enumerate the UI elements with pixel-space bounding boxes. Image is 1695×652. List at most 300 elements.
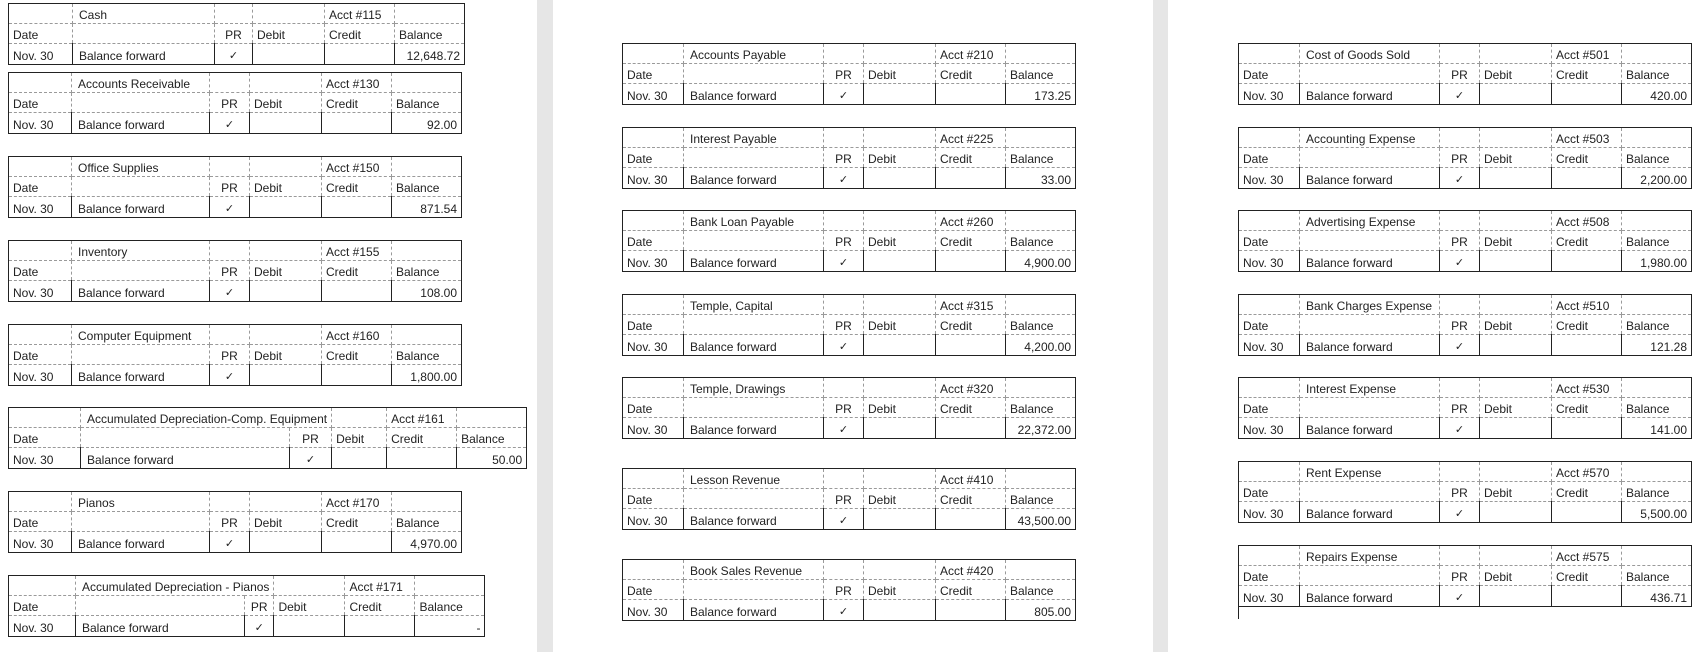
account-number[interactable]: Acct #530	[1552, 378, 1622, 398]
account-name[interactable]: Computer Equipment	[72, 325, 210, 345]
entry-description[interactable]: Balance forward	[684, 251, 824, 272]
entry-balance[interactable]: 5,500.00	[1622, 502, 1692, 523]
col-header-credit[interactable]: Credit	[387, 428, 457, 448]
ledger-cell[interactable]	[1239, 128, 1300, 148]
col-header-debit[interactable]: Debit	[864, 64, 936, 84]
entry-description[interactable]: Balance forward	[72, 532, 210, 553]
ledger-cell[interactable]	[1006, 295, 1076, 315]
col-header-pr[interactable]: PR	[824, 580, 864, 600]
ledger-cell[interactable]	[684, 231, 824, 251]
entry-date[interactable]: Nov. 30	[9, 365, 72, 386]
ledger-cell[interactable]	[72, 512, 210, 532]
entry-description[interactable]: Balance forward	[684, 509, 824, 530]
col-header-debit[interactable]: Debit	[250, 177, 322, 197]
entry-date[interactable]: Nov. 30	[9, 197, 72, 218]
account-number[interactable]: Acct #410	[936, 469, 1006, 489]
entry-date[interactable]: Nov. 30	[9, 44, 73, 65]
col-header-balance[interactable]: Balance	[1622, 315, 1692, 335]
ledger-cell[interactable]	[250, 492, 322, 512]
entry-credit[interactable]	[936, 600, 1006, 621]
ledger-cell[interactable]	[210, 73, 250, 93]
entry-description[interactable]: Balance forward	[72, 281, 210, 302]
ledger-cell[interactable]	[684, 398, 824, 418]
entry-balance[interactable]: 50.00	[457, 448, 527, 469]
ledger-cell[interactable]	[824, 128, 864, 148]
ledger-cell[interactable]	[415, 576, 485, 596]
account-number[interactable]: Acct #161	[387, 408, 457, 428]
ledger-cell[interactable]	[9, 157, 72, 177]
col-header-balance[interactable]: Balance	[392, 93, 462, 113]
account-name[interactable]: Bank Loan Payable	[684, 211, 824, 231]
entry-pr[interactable]	[1440, 586, 1480, 607]
entry-description[interactable]: Balance forward	[72, 113, 210, 134]
ledger-cell[interactable]	[684, 489, 824, 509]
entry-pr[interactable]	[824, 418, 864, 439]
entry-debit[interactable]	[250, 281, 322, 302]
entry-debit[interactable]	[1480, 168, 1552, 189]
entry-credit[interactable]	[936, 84, 1006, 105]
col-header-pr[interactable]: PR	[215, 24, 253, 44]
col-header-pr[interactable]: PR	[1440, 398, 1480, 418]
ledger-cell[interactable]	[1239, 295, 1300, 315]
col-header-pr[interactable]: PR	[824, 231, 864, 251]
ledger-cell[interactable]	[1480, 44, 1552, 64]
entry-debit[interactable]	[1480, 335, 1552, 356]
ledger-cell[interactable]	[623, 128, 684, 148]
ledger-cell[interactable]	[864, 128, 936, 148]
entry-debit[interactable]	[1480, 251, 1552, 272]
entry-description[interactable]: Balance forward	[684, 418, 824, 439]
col-header-debit[interactable]: Debit	[864, 398, 936, 418]
col-header-balance[interactable]: Balance	[415, 596, 485, 616]
col-header-date[interactable]: Date	[1239, 315, 1300, 335]
entry-description[interactable]: Balance forward	[1300, 168, 1440, 189]
entry-date[interactable]: Nov. 30	[623, 84, 684, 105]
col-header-credit[interactable]: Credit	[936, 580, 1006, 600]
col-header-balance[interactable]: Balance	[392, 512, 462, 532]
col-header-balance[interactable]: Balance	[1622, 566, 1692, 586]
col-header-credit[interactable]: Credit	[322, 512, 392, 532]
col-header-debit[interactable]: Debit	[864, 580, 936, 600]
col-header-date[interactable]: Date	[1239, 566, 1300, 586]
ledger-cell[interactable]	[1300, 231, 1440, 251]
account-name[interactable]: Accounts Receivable	[72, 73, 210, 93]
entry-pr[interactable]	[215, 44, 253, 65]
entry-description[interactable]: Balance forward	[684, 335, 824, 356]
entry-description[interactable]: Balance forward	[1300, 84, 1440, 105]
entry-debit[interactable]	[250, 113, 322, 134]
col-header-credit[interactable]: Credit	[325, 24, 395, 44]
ledger-cell[interactable]	[250, 73, 322, 93]
entry-credit[interactable]	[322, 365, 392, 386]
ledger-cell[interactable]	[1622, 128, 1692, 148]
col-header-pr[interactable]: PR	[824, 315, 864, 335]
ledger-cell[interactable]	[392, 241, 462, 261]
entry-description[interactable]: Balance forward	[72, 197, 210, 218]
ledger-cell[interactable]	[864, 469, 936, 489]
ledger-cell[interactable]	[1006, 378, 1076, 398]
ledger-cell[interactable]	[250, 325, 322, 345]
entry-pr[interactable]	[210, 365, 250, 386]
col-header-debit[interactable]: Debit	[250, 93, 322, 113]
ledger-cell[interactable]	[864, 295, 936, 315]
entry-pr[interactable]	[1440, 251, 1480, 272]
ledger-cell[interactable]	[623, 211, 684, 231]
account-name[interactable]: Book Sales Revenue	[684, 560, 824, 580]
entry-date[interactable]: Nov. 30	[623, 509, 684, 530]
ledger-cell[interactable]	[1480, 128, 1552, 148]
ledger-cell[interactable]	[1006, 211, 1076, 231]
ledger-cell[interactable]	[1239, 211, 1300, 231]
col-header-balance[interactable]: Balance	[457, 428, 527, 448]
ledger-cell[interactable]	[1006, 128, 1076, 148]
account-name[interactable]: Cost of Goods Sold	[1300, 44, 1440, 64]
ledger-cell[interactable]	[250, 241, 322, 261]
col-header-date[interactable]: Date	[9, 177, 72, 197]
entry-description[interactable]: Balance forward	[76, 616, 245, 637]
entry-credit[interactable]	[322, 281, 392, 302]
col-header-debit[interactable]: Debit	[332, 428, 387, 448]
entry-date[interactable]: Nov. 30	[623, 168, 684, 189]
entry-pr[interactable]	[210, 532, 250, 553]
ledger-cell[interactable]	[9, 408, 81, 428]
ledger-cell[interactable]	[1300, 315, 1440, 335]
ledger-cell[interactable]	[1622, 295, 1692, 315]
col-header-pr[interactable]: PR	[210, 261, 250, 281]
col-header-pr[interactable]: PR	[824, 398, 864, 418]
ledger-cell[interactable]	[623, 44, 684, 64]
entry-balance[interactable]: 1,800.00	[392, 365, 462, 386]
entry-debit[interactable]	[864, 168, 936, 189]
account-name[interactable]: Pianos	[72, 492, 210, 512]
account-number[interactable]: Acct #210	[936, 44, 1006, 64]
ledger-cell[interactable]	[623, 469, 684, 489]
col-header-pr[interactable]: PR	[210, 345, 250, 365]
ledger-cell[interactable]	[623, 295, 684, 315]
col-header-credit[interactable]: Credit	[936, 64, 1006, 84]
entry-debit[interactable]	[332, 448, 387, 469]
account-name[interactable]: Temple, Drawings	[684, 378, 824, 398]
col-header-date[interactable]: Date	[9, 93, 72, 113]
entry-balance[interactable]: 121.28	[1622, 335, 1692, 356]
ledger-cell[interactable]	[210, 241, 250, 261]
col-header-credit[interactable]: Credit	[322, 261, 392, 281]
ledger-cell[interactable]	[1440, 462, 1480, 482]
col-header-pr[interactable]: PR	[289, 428, 331, 448]
ledger-cell[interactable]	[72, 345, 210, 365]
ledger-cell[interactable]	[1480, 295, 1552, 315]
entry-date[interactable]: Nov. 30	[1239, 335, 1300, 356]
entry-debit[interactable]	[864, 509, 936, 530]
account-name[interactable]: Inventory	[72, 241, 210, 261]
entry-date[interactable]: Nov. 30	[9, 113, 72, 134]
entry-pr[interactable]	[824, 335, 864, 356]
col-header-balance[interactable]: Balance	[1622, 64, 1692, 84]
entry-pr[interactable]	[1440, 418, 1480, 439]
ledger-cell[interactable]	[824, 378, 864, 398]
col-header-balance[interactable]: Balance	[1622, 148, 1692, 168]
col-header-pr[interactable]: PR	[824, 64, 864, 84]
col-header-date[interactable]: Date	[9, 24, 73, 44]
account-number[interactable]: Acct #170	[322, 492, 392, 512]
entry-description[interactable]: Balance forward	[684, 600, 824, 621]
entry-pr[interactable]	[1440, 168, 1480, 189]
ledger-cell[interactable]	[1480, 546, 1552, 566]
account-number[interactable]: Acct #260	[936, 211, 1006, 231]
entry-balance[interactable]: 108.00	[392, 281, 462, 302]
ledger-cell[interactable]	[1622, 546, 1692, 566]
ledger-cell[interactable]	[1480, 462, 1552, 482]
entry-description[interactable]: Balance forward	[1300, 502, 1440, 523]
entry-balance[interactable]: 1,980.00	[1622, 251, 1692, 272]
entry-balance[interactable]: 4,900.00	[1006, 251, 1076, 272]
entry-credit[interactable]	[936, 509, 1006, 530]
col-header-debit[interactable]: Debit	[864, 315, 936, 335]
ledger-cell[interactable]	[824, 469, 864, 489]
col-header-credit[interactable]: Credit	[1552, 231, 1622, 251]
ledger-cell[interactable]	[457, 408, 527, 428]
ledger-cell[interactable]	[864, 44, 936, 64]
entry-credit[interactable]	[1552, 586, 1622, 607]
account-name[interactable]: Accounting Expense	[1300, 128, 1440, 148]
col-header-credit[interactable]: Credit	[1552, 64, 1622, 84]
col-header-date[interactable]: Date	[623, 148, 684, 168]
col-header-balance[interactable]: Balance	[1006, 231, 1076, 251]
entry-debit[interactable]	[1480, 586, 1552, 607]
col-header-credit[interactable]: Credit	[1552, 566, 1622, 586]
ledger-cell[interactable]	[1480, 378, 1552, 398]
account-number[interactable]: Acct #570	[1552, 462, 1622, 482]
col-header-debit[interactable]: Debit	[1480, 315, 1552, 335]
account-number[interactable]: Acct #130	[322, 73, 392, 93]
col-header-pr[interactable]: PR	[1440, 482, 1480, 502]
ledger-cell[interactable]	[1440, 295, 1480, 315]
col-header-pr[interactable]: PR	[1440, 566, 1480, 586]
account-name[interactable]: Accounts Payable	[684, 44, 824, 64]
entry-balance[interactable]: 436.71	[1622, 586, 1692, 607]
col-header-balance[interactable]: Balance	[1006, 315, 1076, 335]
account-number[interactable]: Acct #508	[1552, 211, 1622, 231]
col-header-pr[interactable]: PR	[1440, 148, 1480, 168]
ledger-cell[interactable]	[1440, 44, 1480, 64]
col-header-debit[interactable]: Debit	[1480, 398, 1552, 418]
entry-debit[interactable]	[1480, 502, 1552, 523]
col-header-date[interactable]: Date	[623, 315, 684, 335]
ledger-cell[interactable]	[824, 560, 864, 580]
entry-date[interactable]: Nov. 30	[1239, 418, 1300, 439]
entry-debit[interactable]	[250, 365, 322, 386]
ledger-cell[interactable]	[684, 148, 824, 168]
ledger-cell[interactable]	[210, 157, 250, 177]
entry-pr[interactable]	[245, 616, 274, 637]
entry-debit[interactable]	[250, 532, 322, 553]
entry-date[interactable]: Nov. 30	[9, 281, 72, 302]
entry-credit[interactable]	[387, 448, 457, 469]
entry-credit[interactable]	[1552, 502, 1622, 523]
ledger-cell[interactable]	[684, 315, 824, 335]
entry-date[interactable]: Nov. 30	[1239, 586, 1300, 607]
ledger-cell[interactable]	[1300, 482, 1440, 502]
col-header-balance[interactable]: Balance	[1006, 398, 1076, 418]
ledger-cell[interactable]	[1300, 64, 1440, 84]
ledger-cell[interactable]	[1440, 128, 1480, 148]
col-header-balance[interactable]: Balance	[1006, 148, 1076, 168]
ledger-cell[interactable]	[1006, 560, 1076, 580]
ledger-cell[interactable]	[392, 325, 462, 345]
col-header-date[interactable]: Date	[1239, 398, 1300, 418]
account-number[interactable]: Acct #171	[345, 576, 415, 596]
col-header-credit[interactable]: Credit	[1552, 482, 1622, 502]
entry-credit[interactable]	[936, 251, 1006, 272]
col-header-balance[interactable]: Balance	[1622, 398, 1692, 418]
entry-debit[interactable]	[864, 251, 936, 272]
col-header-debit[interactable]: Debit	[1480, 64, 1552, 84]
entry-pr[interactable]	[210, 281, 250, 302]
ledger-cell[interactable]	[1622, 44, 1692, 64]
entry-date[interactable]: Nov. 30	[1239, 502, 1300, 523]
entry-balance[interactable]: 173.25	[1006, 84, 1076, 105]
entry-debit[interactable]	[864, 418, 936, 439]
col-header-credit[interactable]: Credit	[1552, 398, 1622, 418]
ledger-cell[interactable]	[392, 73, 462, 93]
col-header-pr[interactable]: PR	[824, 148, 864, 168]
ledger-cell[interactable]	[253, 4, 325, 24]
entry-description[interactable]: Balance forward	[1300, 251, 1440, 272]
account-number[interactable]: Acct #575	[1552, 546, 1622, 566]
account-number[interactable]: Acct #510	[1552, 295, 1622, 315]
ledger-cell[interactable]	[274, 576, 345, 596]
col-header-debit[interactable]: Debit	[1480, 231, 1552, 251]
entry-balance[interactable]: 2,200.00	[1622, 168, 1692, 189]
ledger-cell[interactable]	[76, 596, 245, 616]
account-name[interactable]: Advertising Expense	[1300, 211, 1440, 231]
entry-description[interactable]: Balance forward	[1300, 586, 1440, 607]
entry-pr[interactable]	[824, 509, 864, 530]
col-header-date[interactable]: Date	[623, 398, 684, 418]
col-header-credit[interactable]: Credit	[322, 93, 392, 113]
ledger-cell[interactable]	[1622, 211, 1692, 231]
ledger-cell[interactable]	[392, 157, 462, 177]
ledger-cell[interactable]	[9, 4, 73, 24]
ledger-cell[interactable]	[1239, 44, 1300, 64]
entry-balance[interactable]: 43,500.00	[1006, 509, 1076, 530]
ledger-cell[interactable]	[72, 177, 210, 197]
entry-balance[interactable]: 4,970.00	[392, 532, 462, 553]
ledger-cell[interactable]	[72, 261, 210, 281]
ledger-cell[interactable]	[1300, 566, 1440, 586]
entry-description[interactable]: Balance forward	[73, 44, 215, 65]
col-header-credit[interactable]: Credit	[936, 398, 1006, 418]
col-header-credit[interactable]: Credit	[322, 345, 392, 365]
entry-debit[interactable]	[253, 44, 325, 65]
entry-credit[interactable]	[936, 418, 1006, 439]
col-header-credit[interactable]: Credit	[936, 489, 1006, 509]
entry-debit[interactable]	[1480, 84, 1552, 105]
col-header-balance[interactable]: Balance	[392, 261, 462, 281]
col-header-credit[interactable]: Credit	[322, 177, 392, 197]
col-header-date[interactable]: Date	[9, 596, 76, 616]
ledger-cell[interactable]	[9, 73, 72, 93]
ledger-cell[interactable]	[215, 4, 253, 24]
account-number[interactable]: Acct #420	[936, 560, 1006, 580]
entry-date[interactable]: Nov. 30	[1239, 84, 1300, 105]
col-header-pr[interactable]: PR	[824, 489, 864, 509]
col-header-pr[interactable]: PR	[245, 596, 274, 616]
ledger-cell[interactable]	[1622, 462, 1692, 482]
entry-pr[interactable]	[210, 197, 250, 218]
ledger-cell[interactable]	[392, 492, 462, 512]
account-name[interactable]: Bank Charges Expense	[1300, 295, 1440, 315]
col-header-credit[interactable]: Credit	[936, 315, 1006, 335]
ledger-cell[interactable]	[1239, 462, 1300, 482]
col-header-date[interactable]: Date	[1239, 482, 1300, 502]
col-header-debit[interactable]: Debit	[253, 24, 325, 44]
ledger-cell[interactable]	[684, 64, 824, 84]
entry-date[interactable]: Nov. 30	[9, 532, 72, 553]
entry-debit[interactable]	[864, 335, 936, 356]
ledger-cell[interactable]	[1006, 469, 1076, 489]
entry-credit[interactable]	[1552, 168, 1622, 189]
entry-credit[interactable]	[322, 197, 392, 218]
entry-balance[interactable]: 12,648.72	[395, 44, 465, 65]
entry-pr[interactable]	[289, 448, 331, 469]
account-name[interactable]: Accumulated Depreciation-Comp. Equipment	[81, 408, 332, 428]
entry-pr[interactable]	[824, 251, 864, 272]
col-header-balance[interactable]: Balance	[1622, 482, 1692, 502]
entry-balance[interactable]: 420.00	[1622, 84, 1692, 105]
ledger-cell[interactable]	[9, 576, 76, 596]
ledger-cell[interactable]	[81, 428, 290, 448]
entry-credit[interactable]	[322, 113, 392, 134]
ledger-cell[interactable]	[1300, 148, 1440, 168]
entry-description[interactable]: Balance forward	[1300, 418, 1440, 439]
col-header-date[interactable]: Date	[623, 489, 684, 509]
entry-balance[interactable]: -	[415, 616, 485, 637]
col-header-balance[interactable]: Balance	[392, 177, 462, 197]
col-header-debit[interactable]: Debit	[864, 489, 936, 509]
entry-pr[interactable]	[1440, 502, 1480, 523]
col-header-balance[interactable]: Balance	[1006, 489, 1076, 509]
ledger-cell[interactable]	[250, 157, 322, 177]
col-header-pr[interactable]: PR	[1440, 315, 1480, 335]
entry-date[interactable]: Nov. 30	[623, 600, 684, 621]
entry-date[interactable]: Nov. 30	[623, 251, 684, 272]
col-header-date[interactable]: Date	[9, 261, 72, 281]
entry-credit[interactable]	[1552, 251, 1622, 272]
col-header-debit[interactable]: Debit	[250, 261, 322, 281]
ledger-cell[interactable]	[824, 211, 864, 231]
entry-balance[interactable]: 805.00	[1006, 600, 1076, 621]
col-header-balance[interactable]: Balance	[392, 345, 462, 365]
entry-date[interactable]: Nov. 30	[623, 335, 684, 356]
ledger-cell[interactable]	[210, 492, 250, 512]
entry-credit[interactable]	[936, 335, 1006, 356]
account-number[interactable]: Acct #150	[322, 157, 392, 177]
col-header-balance[interactable]: Balance	[1006, 64, 1076, 84]
account-name[interactable]: Rent Expense	[1300, 462, 1440, 482]
account-name[interactable]: Lesson Revenue	[684, 469, 824, 489]
col-header-debit[interactable]: Debit	[864, 231, 936, 251]
account-number[interactable]: Acct #160	[322, 325, 392, 345]
ledger-cell[interactable]	[9, 241, 72, 261]
entry-pr[interactable]	[1440, 335, 1480, 356]
ledger-cell[interactable]	[1239, 378, 1300, 398]
entry-date[interactable]: Nov. 30	[9, 616, 76, 637]
ledger-cell[interactable]	[1440, 378, 1480, 398]
col-header-pr[interactable]: PR	[210, 512, 250, 532]
ledger-cell[interactable]	[864, 211, 936, 231]
col-header-pr[interactable]: PR	[210, 93, 250, 113]
